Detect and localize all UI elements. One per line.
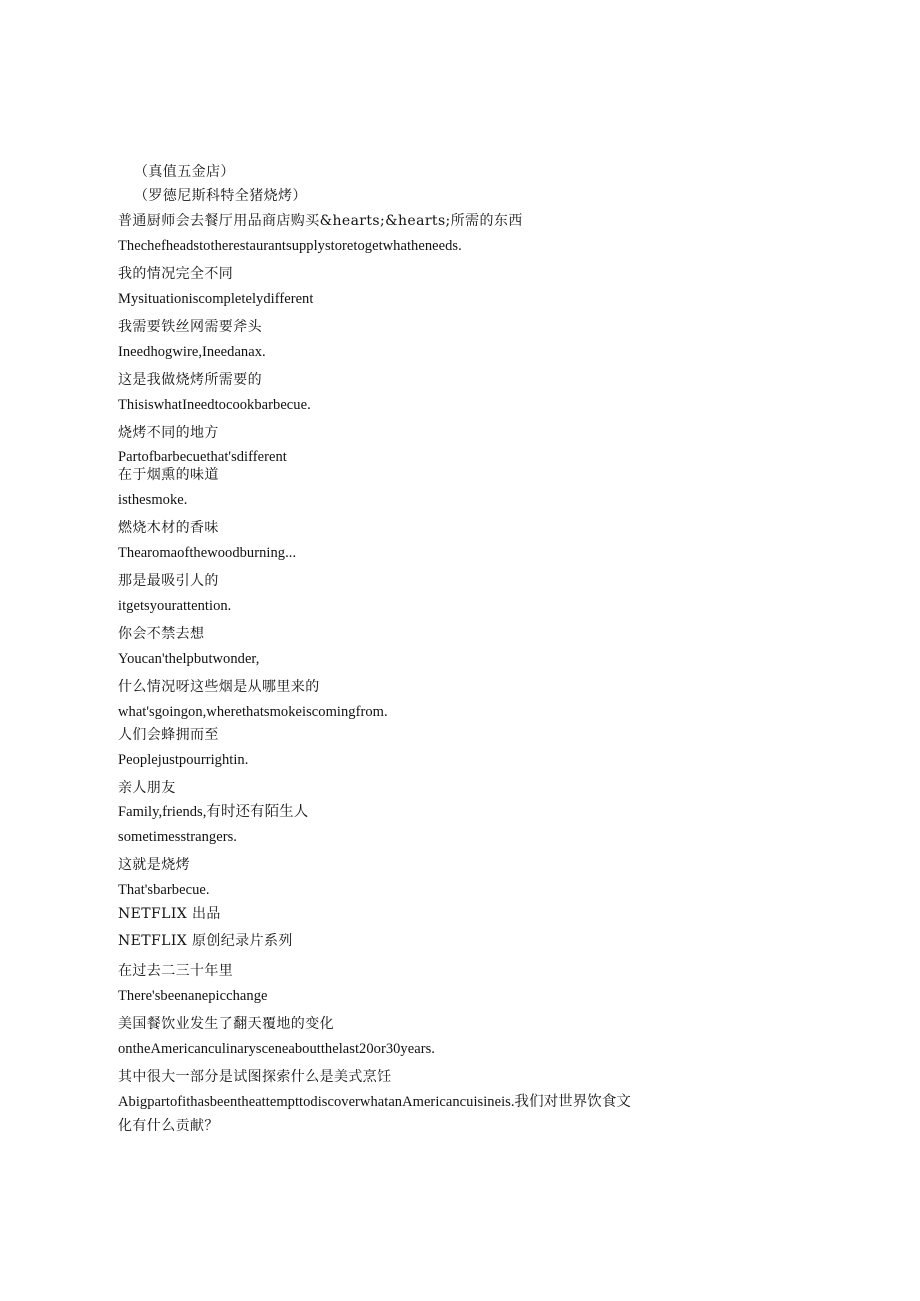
subtitle-line: 那是最吸引人的	[118, 573, 219, 589]
subtitle-line: That'sbarbecue.	[118, 882, 210, 898]
subtitle-line: ontheAmericanculinarysceneaboutthelast20or30years.	[118, 1041, 435, 1057]
subtitle-line: Thechefheadstotherestaurantsupplystoretogetwhatheneeds.	[118, 238, 462, 254]
subtitle-line: 我的情况完全不同	[118, 266, 234, 282]
subtitle-line: isthesmoke.	[118, 492, 188, 508]
subtitle-line: （真值五金店）	[134, 164, 235, 180]
subtitle-line: 我需要铁丝网需要斧头	[118, 319, 262, 335]
subtitle-line: itgetsyourattention.	[118, 598, 232, 614]
subtitle-line: Ineedhogwire,Ineedanax.	[118, 344, 266, 360]
subtitle-line: 你会不禁去想	[118, 626, 205, 642]
subtitle-line: 在于烟熏的味道	[118, 467, 219, 483]
subtitle-line: 在过去二三十年里	[118, 963, 234, 979]
subtitle-line: NETFLIX 出品	[118, 906, 221, 922]
subtitle-line: There'sbeenanepicchange	[118, 988, 268, 1004]
subtitle-line: what'sgoingon,wherethatsmokeiscomingfrom.	[118, 704, 388, 720]
subtitle-line: Thearomaofthewoodburning...	[118, 545, 297, 561]
subtitle-line: 美国餐饮业发生了翻天覆地的变化	[118, 1016, 334, 1032]
subtitle-line: 其中很大一部分是试图探索什么是美式烹饪	[118, 1069, 392, 1085]
subtitle-line: ThisiswhatIneedtocookbarbecue.	[118, 397, 311, 413]
subtitle-line: 燃烧木材的香味	[118, 520, 219, 536]
subtitle-line: 化有什么贡献？	[118, 1118, 219, 1134]
subtitle-line: Youcan'thelpbutwonder,	[118, 651, 260, 667]
subtitle-line: 什么情况呀这些烟是从哪里来的	[118, 679, 320, 695]
subtitle-line: Partofbarbecuethat'sdifferent	[118, 449, 287, 465]
subtitle-line: Peoplejustpourrightin.	[118, 752, 249, 768]
subtitle-line: Mysituationiscompletelydifferent	[118, 291, 314, 307]
subtitle-line: 这是我做烧烤所需要的	[118, 372, 262, 388]
subtitle-line: sometimesstrangers.	[118, 829, 237, 845]
subtitle-line: 人们会蜂拥而至	[118, 727, 219, 743]
subtitle-line: NETFLIX 原创纪录片系列	[118, 933, 293, 949]
subtitle-line: Family,friends,有时还有陌生人	[118, 804, 309, 820]
subtitle-line: （罗德尼斯科特全猪烧烤）	[134, 188, 307, 204]
subtitle-line: AbigpartofithasbeentheattempttodiscoverwhatanAmericancuisineis.我们对世界饮食文	[118, 1094, 631, 1110]
subtitle-line: 普通厨师会去餐厅用品商店购买&hearts;&hearts;所需的东西	[118, 213, 523, 229]
subtitle-line: 这就是烧烤	[118, 857, 190, 873]
subtitle-line: 亲人朋友	[118, 780, 176, 796]
subtitle-line: 烧烤不同的地方	[118, 425, 219, 441]
